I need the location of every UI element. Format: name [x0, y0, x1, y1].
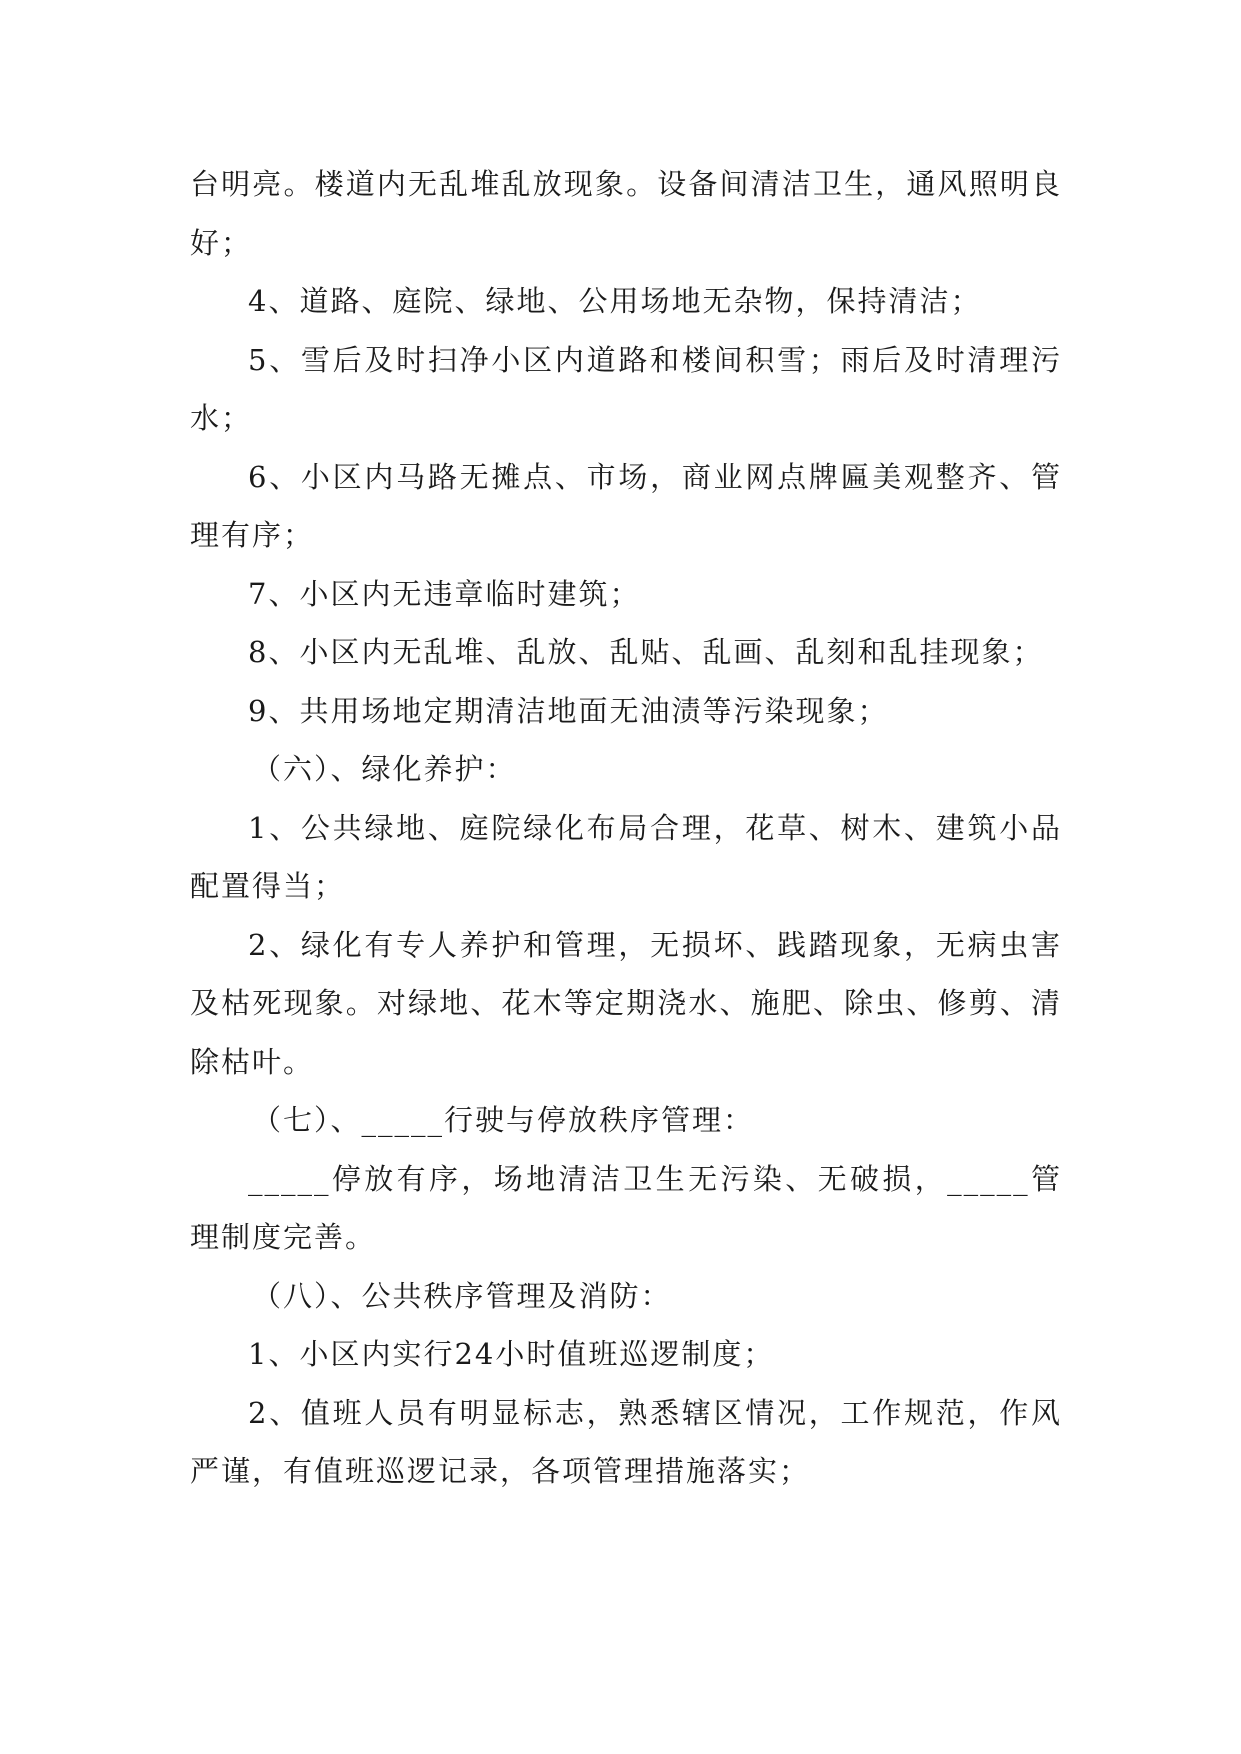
paragraph-item-7: 7、小区内无违章临时建筑； — [248, 576, 641, 611]
paragraph-public-order-1: 1、小区内实行24小时值班巡逻制度； — [248, 1337, 775, 1371]
paragraph-parking: _____停放有序，场地清洁卫生无污染、无破损，_____管理制度完善。 — [190, 1161, 1062, 1254]
paragraph-item-6: 6、小区内马路无摊点、市场，商业网点牌匾美观整齐、管理有序； — [190, 459, 1062, 552]
section-heading-parking: （七）、_____行驶与停放秩序管理： — [252, 1103, 755, 1137]
paragraph-item-4: 4、道路、庭院、绿地、公用场地无杂物，保持清洁； — [248, 284, 982, 318]
paragraph-item-5: 5、雪后及时扫净小区内道路和楼间积雪；雨后及时清理污水； — [190, 342, 1062, 435]
paragraph-continuation: 台明亮。楼道内无乱堆乱放现象。设备间清洁卫生，通风照明良好； — [190, 167, 1062, 260]
section-heading-greening: （六）、绿化养护： — [252, 752, 517, 786]
paragraph-item-9: 9、共用场地定期清洁地面无油渍等污染现象； — [248, 693, 889, 728]
paragraph-public-order-2: 2、值班人员有明显标志，熟悉辖区情况，工作规范，作风严谨，有值班巡逻记录，各项管理措施落实； — [190, 1395, 1062, 1488]
section-heading-public-order: （八）、公共秩序管理及消防： — [252, 1278, 672, 1313]
document-body — [190, 155, 1062, 1501]
paragraph-item-8: 8、小区内无乱堆、乱放、乱贴、乱画、乱刻和乱挂现象； — [248, 635, 1044, 669]
paragraph-greening-1: 1、公共绿地、庭院绿化布局合理，花草、树木、建筑小品配置得当； — [190, 810, 1062, 903]
paragraph-greening-2: 2、绿化有专人养护和管理，无损坏、践踏现象，无病虫害及枯死现象。对绿地、花木等定期浇水、施肥、除虫、修剪、清除枯叶。 — [190, 927, 1062, 1079]
